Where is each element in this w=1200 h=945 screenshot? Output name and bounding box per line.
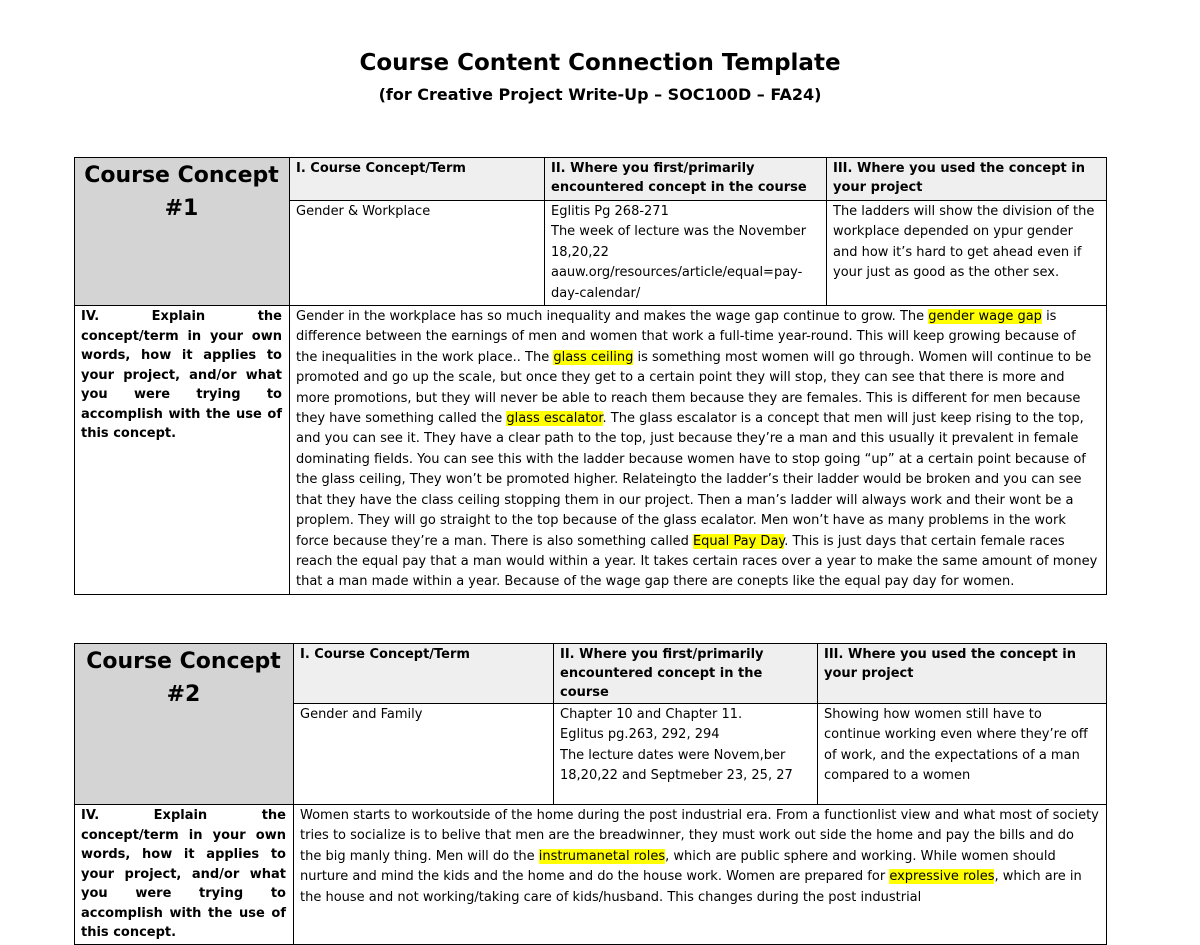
highlighted-term: gender wage gap [928, 309, 1042, 325]
concept-label-2: Course Concept #2 [75, 644, 294, 805]
concept-label-1: Course Concept #1 [75, 158, 290, 306]
encountered-line: aauw.org/resources/article/equal=pay-day-calendar/ [551, 265, 803, 301]
encountered-line: The week of lecture was the November 18,20,22 [551, 224, 807, 260]
encountered-line: Eglitus pg.263, 292, 294 [560, 727, 720, 743]
explanation-text: Gender in the workplace has so much inequality and makes the wage gap continue to grow. The [296, 309, 929, 325]
explanation-text: . The glass escalator is a concept that men will just keep rising to the top, and you can see it. They have a clear path to the top, just because they’re a man and this usually it prevalent in female dominating fields. You can see this with the ladder because women have to stop going “up” at a certain point because of the glass ceiling, They won’t be promoted higher. Relateingto the ladder’s their ladder would be broken and you can see that they have the class ceiling stopping them in our project. Then a man’s ladder will always work and their wont be a proplem. They will go straight to the top because of the glass ecalator. Men won’t have as many problems in the work force because they’re a man. There is also something called [296, 411, 1086, 549]
header-encountered: II. Where you first/primarily encountered concept in the course [554, 644, 818, 704]
explanation-cell [294, 805, 1107, 945]
concept-table-2 [74, 643, 1107, 945]
project-use-cell: The ladders will show the division of the workplace depended on ypur gender and how it’s hard to get ahead even if your just as good as the other sex. [827, 201, 1107, 306]
explain-label: IV. Explain the concept/term in your own words, how it applies to your project, and/or what you were trying to accomplish with the use of this concept. [75, 306, 290, 595]
explanation-cell [290, 306, 1107, 595]
concept-term-cell: Gender & Workplace [290, 201, 545, 306]
header-term: I. Course Concept/Term [294, 644, 554, 704]
encountered-cell [554, 704, 818, 805]
highlighted-term: expressive roles [889, 869, 995, 885]
project-use-cell: Showing how women still have to continue working even where they’re off of work, and the expectations of a man compared to a women [818, 704, 1107, 805]
header-used: III. Where you used the concept in your project [818, 644, 1107, 704]
header-used: III. Where you used the concept in your project [827, 158, 1107, 201]
highlighted-term: instrumanetal roles [538, 848, 666, 864]
concept-table-1 [74, 157, 1107, 595]
explanation-text: is difference between the earnings of men and women that work a full-time year-round. This will keep growing because of the inequalities in the work place.. The [296, 309, 1076, 365]
encountered-line: Eglitis Pg 268-271 [551, 204, 669, 219]
concept-term-cell: Gender and Family [294, 704, 554, 805]
encountered-line: Chapter 10 and Chapter 11. [560, 707, 743, 722]
header-encountered: II. Where you first/primarily encountered concept in the course [545, 158, 827, 201]
highlighted-term: glass ceiling [553, 349, 634, 365]
highlighted-term: Equal Pay Day [692, 533, 785, 549]
explanation-text: . This is just days that certain female races reach the equal pay that a man would within a year. It takes certain races over a year to make the same amount of money that a man made within a year. Because of the wage gap there are conepts like the equal pay day for women. [296, 533, 1098, 590]
header-term: I. Course Concept/Term [290, 158, 545, 201]
encountered-cell [545, 201, 827, 306]
explain-label: IV. Explain the concept/term in your own words, how it applies to your project, and/or what you were trying to accomplish with the use of this concept. [75, 805, 294, 945]
encountered-line: The lecture dates were Novem,ber 18,20,22 and Septmeber 23, 25, 27 [560, 747, 793, 784]
document-subtitle: (for Creative Project Write-Up – SOC100D – FA24) [378, 85, 822, 104]
explanation-text: , which are public sphere and working. While women should nurture and mind the kids and the home and do the house work. Women are prepared for [300, 848, 1056, 885]
document-title: Course Content Connection Template [359, 50, 841, 76]
explanation-text: , which are in the house and not working/taking care of kids/husband. This changes during the post industrial [300, 869, 1082, 905]
explanation-text: is something most women will go through. Women will continue to be promoted and go up the scale, but once they get to a certain point they will stop, they can see that there is more and more promotions, but they will never be able to reach them because they are females. This is different for men because they have something called the [296, 349, 1092, 427]
explanation-text: Women starts to workoutside of the home during the post industrial era. From a functionlist view and what most of society tries to socialize is to belive that men are the breadwinner, they must work out side the home and pay the bills and do the big manly thing. Men will do the [300, 808, 1099, 864]
highlighted-term: glass escalator [506, 411, 603, 427]
